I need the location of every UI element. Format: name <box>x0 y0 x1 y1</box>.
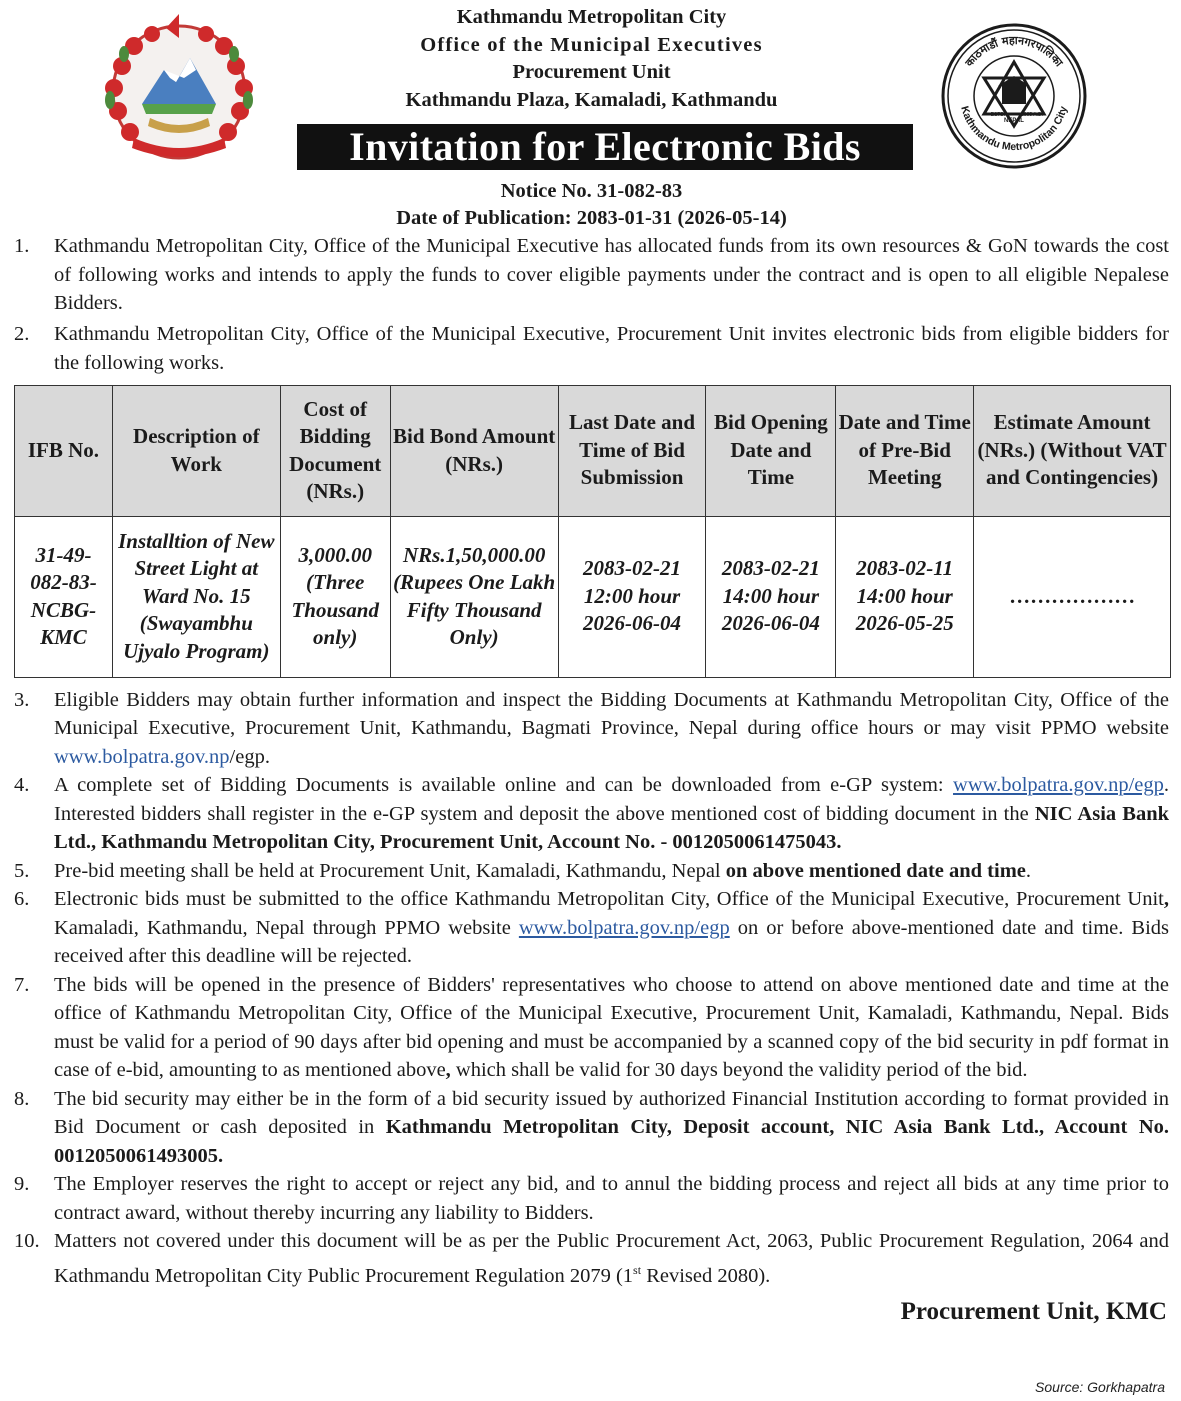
document-cost-cell: 3,000.00 (Three Thousand only) <box>280 516 390 677</box>
opening-date-cell: 2083-02-21 14:00 hour 2026-06-04 <box>706 516 836 677</box>
item-number: 8. <box>14 1087 30 1110</box>
description-cell: Installtion of New Street Light at Ward No. 15 (Swayambhu Ujyalo Program) <box>112 516 280 677</box>
paragraph-text: The Employer reserves the right to accept or reject any bid, and to annul the bidding process and reject all bids at any time prior to contract award, without thereby incurring any liability to Bidders. <box>54 1173 1169 1224</box>
item-number: 2. <box>14 322 30 345</box>
column-header: Estimate Amount (NRs.) (Without VAT and Contingencies) <box>974 385 1171 516</box>
column-header: IFB No. <box>15 385 113 516</box>
address: Kathmandu Plaza, Kamaladi, Kathmandu <box>405 88 778 111</box>
column-header: Date and Time of Pre-Bid Meeting <box>836 385 974 516</box>
estimate-amount-cell: ……………… <box>974 516 1171 677</box>
paragraph-text: Electronic bids must be submitted to the office Kathmandu Metropolitan City, Office of the Municipal Executive, Procurement Unit <box>54 888 1164 910</box>
item-number: 1. <box>14 235 30 257</box>
item-number: 6. <box>14 888 30 910</box>
unit-name: Procurement Unit <box>512 61 671 83</box>
paragraph-10 <box>14 1227 1169 1290</box>
column-header: Cost of Bidding Document (NRs.) <box>280 385 390 516</box>
item-number: 4. <box>14 774 30 796</box>
bold-comma: , <box>1163 888 1169 910</box>
paragraph-text: Kathmandu Metropolitan City, Office of the Municipal Executive has allocated funds from its own resources & GoN towards the cost of following works and intends to apply the funds to cover eligible payments under the contract and is open to all eligible Nepalese Bidders. <box>54 235 1169 314</box>
bold-comma: , <box>445 1059 451 1081</box>
paragraph-text: on or before above-mentioned date and time. Bids received after this deadline will be rejected. <box>54 916 1169 967</box>
ifb-number-cell: 31-49-082-83-NCBG-KMC <box>15 516 113 677</box>
paragraph-text: Pre-bid meeting shall be held at Procurement Unit, Kamaladi, Kathmandu, Nepal <box>54 859 726 882</box>
item-number: 3. <box>14 688 30 711</box>
item-number: 9. <box>14 1173 30 1195</box>
svg-text:Kathmandu Metropolitan City <box>958 105 1070 153</box>
seal-text-bottom: Kathmandu Metropolitan City <box>958 104 1070 154</box>
publication-date: Date of Publication: 2083-01-31 (2026-05-14) <box>396 207 787 229</box>
paragraph-text: which shall be valid for 30 days beyond the validity period of the bid. <box>450 1059 1028 1081</box>
column-header: Bid Opening Date and Time <box>706 385 836 516</box>
source-credit: Source: Gorkhapatra <box>1035 1379 1165 1395</box>
column-header: Bid Bond Amount (NRs.) <box>390 385 558 516</box>
paragraph-2 <box>14 320 1169 378</box>
page-title: Invitation for Electronic Bids <box>297 124 913 170</box>
paragraph-text: Revised 2080). <box>641 1264 771 1287</box>
paragraph-text: /egp. <box>229 745 270 768</box>
organization-name: Kathmandu Metropolitan City <box>456 6 727 28</box>
emphasis-text: on above mentioned date and time <box>725 859 1026 882</box>
bids-table <box>14 385 1171 678</box>
seal-years: 1995 A.D. <box>1021 112 1043 118</box>
paragraph-text: The bid security may either be in the form of a bid security issued by authorized Financial Institution according to format provided in Bid Document or cash deposited in <box>54 1087 1169 1138</box>
egp-link[interactable]: www.bolpatra.gov.np/egp <box>518 916 730 939</box>
paragraph-text: Kathmandu Metropolitan City, Office of the Municipal Executive, Procurement Unit invites electronic bids from eligible bidders for the following works. <box>54 322 1169 374</box>
paragraph-1 <box>14 232 1169 318</box>
paragraph-5 <box>14 857 1169 886</box>
table-header-row <box>15 385 1171 516</box>
seal-text-top: काठमाडौं महानगरपालिका <box>962 33 1066 70</box>
item-number: 5. <box>14 859 30 882</box>
paragraph-4 <box>14 771 1169 857</box>
bank-account-text: NIC Asia Bank Ltd., Kathmandu Metropolitan City, Procurement Unit, Account No. - 0012050061475043. <box>54 802 1169 853</box>
column-header: Last Date and Time of Bid Submission <box>558 385 706 516</box>
seal-est: ESTD. <box>990 112 1006 118</box>
office-name: Office of the Municipal Executives <box>420 33 763 56</box>
kmc-seal-icon <box>940 22 1088 170</box>
submission-date-cell: 2083-02-21 12:00 hour 2026-06-04 <box>558 516 706 677</box>
paragraph-text: Kamaladi, Kathmandu, Nepal through PPMO website <box>54 916 519 939</box>
paragraph-3 <box>14 686 1169 772</box>
signature: Procurement Unit, KMC <box>900 1297 1167 1325</box>
table-row <box>15 516 1171 677</box>
item-number: 7. <box>14 973 30 996</box>
header <box>14 0 1169 176</box>
paragraph-8 <box>14 1085 1169 1171</box>
notice-number: Notice No. 31-082-83 <box>500 180 683 202</box>
paragraph-text: Matters not covered under this document will be as per the Public Procurement Act, 2063, Public Procurement Regulation, 2064 and Kathmandu Metropolitan City Public Procurement Regulation 2079 (1 <box>54 1230 1169 1287</box>
notice-info <box>14 178 1169 232</box>
paragraph-text: Eligible Bidders may obtain further information and inspect the Bidding Documents at Kathmandu Metropolitan City, Office of the Municipal Executive, Procurement Unit, Kathmandu, Bagmati Province, Nepal during office hours or may visit PPMO website <box>54 688 1169 739</box>
paragraph-9 <box>14 1170 1169 1227</box>
bolpatra-link[interactable]: www.bolpatra.gov.np <box>54 745 230 768</box>
paragraph-text: The bids will be opened in the presence of Bidders' representatives who choose to attend on above mentioned date and time at the office of Kathmandu Metropolitan City, Office of the Municipal Executive, Procurement Unit, Kamaladi, Kathmandu, Nepal. Bids must be valid for a period of 90 days after bid opening and must be accompanied by a scanned copy of the bid security in pdf format in case of e-bid, amounting to as mentioned above <box>54 973 1169 1081</box>
paragraph-text: . <box>1025 859 1031 882</box>
paragraph-text: . Interested bidders shall register in the e-GP system and deposit the above mentioned cost of bidding document in the <box>54 774 1169 825</box>
bid-bond-cell: NRs.1,50,000.00 (Rupees One Lakh Fifty Thousand Only) <box>390 516 558 677</box>
egp-link[interactable]: www.bolpatra.gov.np/egp <box>953 774 1164 796</box>
item-number: 10. <box>14 1230 40 1252</box>
superscript: st <box>633 1262 642 1277</box>
paragraph-text: A complete set of Bidding Documents is available online and can be downloaded from e-GP system: <box>54 774 954 796</box>
column-header: Description of Work <box>112 385 280 516</box>
deposit-account-text: Kathmandu Metropolitan City, Deposit account, NIC Asia Bank Ltd., Account No. 0012050061493005. <box>54 1116 1169 1167</box>
seal-nepal: NEPAL <box>1004 118 1024 124</box>
paragraph-6 <box>14 885 1169 971</box>
prebid-meeting-cell: 2083-02-11 14:00 hour 2026-05-25 <box>836 516 974 677</box>
paragraph-7 <box>14 971 1169 1085</box>
